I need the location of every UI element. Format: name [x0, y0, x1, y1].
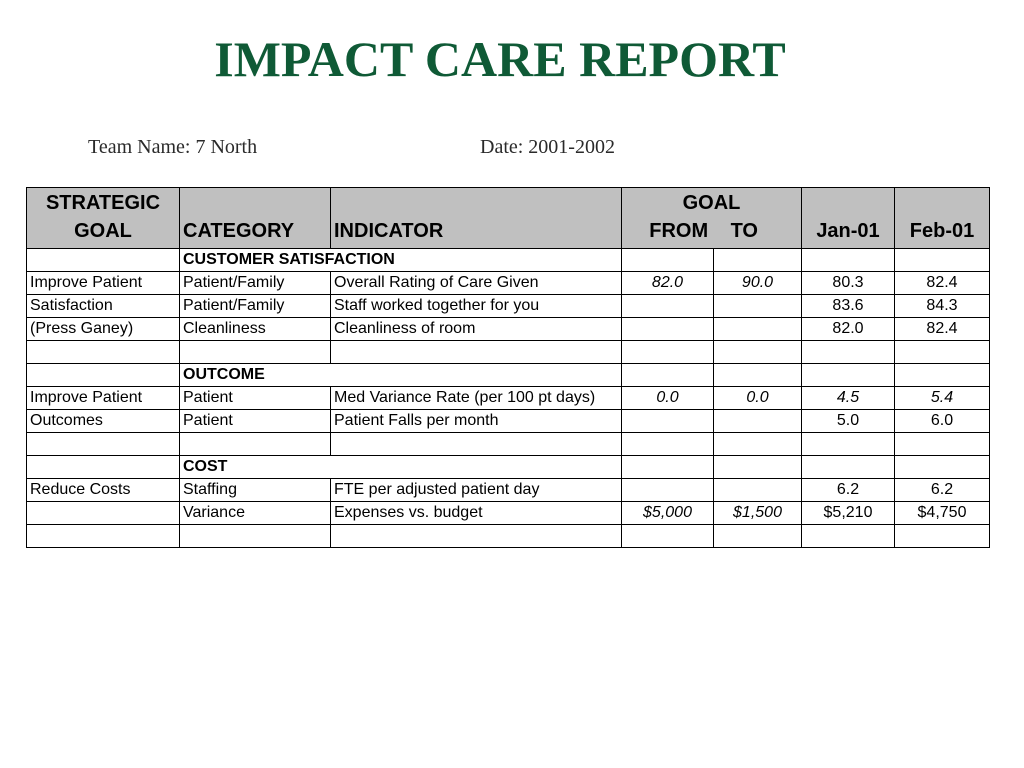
cell-category: Patient/Family	[180, 272, 331, 295]
cell-m1	[802, 525, 895, 548]
cell-indicator: Cleanliness of room	[331, 318, 622, 341]
cell-category	[180, 341, 331, 364]
cell-m2: 82.4	[895, 318, 990, 341]
cell-m2: 82.4	[895, 272, 990, 295]
cell-from	[622, 433, 714, 456]
cell-goal: Improve Patient	[27, 387, 180, 410]
table-row	[27, 249, 990, 272]
cell-to	[714, 295, 802, 318]
cell-m2: 5.4	[895, 387, 990, 410]
table-row	[27, 272, 990, 295]
impact-care-report-table	[26, 187, 990, 548]
cell-m1: 83.6	[802, 295, 895, 318]
cell-to	[714, 410, 802, 433]
cell-category: Patient/Family	[180, 295, 331, 318]
cell-to: 0.0	[714, 387, 802, 410]
cell-m1: 80.3	[802, 272, 895, 295]
cell-from	[622, 318, 714, 341]
table-row	[27, 318, 990, 341]
cell-to	[714, 249, 802, 272]
header-row	[27, 188, 990, 249]
cell-to	[714, 433, 802, 456]
cell-to: $1,500	[714, 502, 802, 525]
cell-goal	[27, 433, 180, 456]
cell-to	[714, 456, 802, 479]
cell-from	[622, 249, 714, 272]
page-title: IMPACT CARE REPORT	[214, 31, 786, 87]
header-month-1: Jan-01	[802, 188, 895, 249]
table-row	[27, 364, 990, 387]
cell-category: Variance	[180, 502, 331, 525]
cell-m2	[895, 249, 990, 272]
cell-goal: Reduce Costs	[27, 479, 180, 502]
cell-indicator	[331, 433, 622, 456]
cell-from: 0.0	[622, 387, 714, 410]
table-row	[27, 525, 990, 548]
cell-m1	[802, 456, 895, 479]
cell-m2: 84.3	[895, 295, 990, 318]
cell-category: Staffing	[180, 479, 331, 502]
cell-from	[622, 364, 714, 387]
cell-from: $5,000	[622, 502, 714, 525]
table-row	[27, 387, 990, 410]
cell-from	[622, 295, 714, 318]
header-strategic-line1: STRATEGIC	[45, 192, 161, 214]
cell-indicator: Expenses vs. budget	[331, 502, 622, 525]
cell-m1	[802, 249, 895, 272]
cell-m2	[895, 364, 990, 387]
cell-goal	[27, 502, 180, 525]
table-row	[27, 456, 990, 479]
cell-m2	[895, 525, 990, 548]
header-month-2: Feb-01	[895, 188, 990, 249]
cell-category: CUSTOMER SATISFACTION	[180, 249, 331, 272]
cell-goal: (Press Ganey)	[27, 318, 180, 341]
cell-to	[714, 479, 802, 502]
cell-goal	[27, 341, 180, 364]
header-goal-to: TO	[730, 220, 758, 242]
header-goal-label: GOAL	[682, 192, 741, 214]
cell-m2: $4,750	[895, 502, 990, 525]
cell-m1	[802, 341, 895, 364]
cell-indicator	[331, 525, 622, 548]
header-strategic-goal	[27, 188, 180, 249]
cell-m2: 6.0	[895, 410, 990, 433]
cell-goal: Satisfaction	[27, 295, 180, 318]
cell-from	[622, 410, 714, 433]
cell-from	[622, 456, 714, 479]
table-row	[27, 502, 990, 525]
cell-category: COST	[180, 456, 331, 479]
cell-m1	[802, 364, 895, 387]
header-goal	[622, 188, 802, 249]
cell-to: 90.0	[714, 272, 802, 295]
cell-m2	[895, 433, 990, 456]
cell-goal: Outcomes	[27, 410, 180, 433]
table-row	[27, 295, 990, 318]
cell-goal: Improve Patient	[27, 272, 180, 295]
cell-goal	[27, 364, 180, 387]
cell-m2	[895, 456, 990, 479]
cell-from	[622, 479, 714, 502]
header-goal-from: FROM	[649, 220, 709, 242]
cell-from	[622, 341, 714, 364]
table-row	[27, 410, 990, 433]
table-row	[27, 433, 990, 456]
cell-to	[714, 364, 802, 387]
cell-category	[180, 433, 331, 456]
cell-m1: 82.0	[802, 318, 895, 341]
cell-indicator: Overall Rating of Care Given	[331, 272, 622, 295]
cell-indicator: Med Variance Rate (per 100 pt days)	[331, 387, 622, 410]
cell-to	[714, 525, 802, 548]
cell-indicator: Patient Falls per month	[331, 410, 622, 433]
cell-from	[622, 525, 714, 548]
cell-category: Patient	[180, 410, 331, 433]
cell-m1: 6.2	[802, 479, 895, 502]
header-category: CATEGORY	[180, 188, 331, 249]
cell-category	[180, 525, 331, 548]
cell-m2	[895, 341, 990, 364]
cell-from: 82.0	[622, 272, 714, 295]
cell-m1: $5,210	[802, 502, 895, 525]
header-indicator: INDICATOR	[331, 188, 622, 249]
cell-to	[714, 341, 802, 364]
cell-to	[714, 318, 802, 341]
cell-indicator	[331, 341, 622, 364]
cell-indicator: FTE per adjusted patient day	[331, 479, 622, 502]
cell-m2: 6.2	[895, 479, 990, 502]
cell-goal	[27, 456, 180, 479]
cell-category: OUTCOME	[180, 364, 331, 387]
report-body	[27, 249, 990, 548]
date-label: Date: 2001-2002	[480, 136, 615, 158]
table-row	[27, 479, 990, 502]
cell-indicator	[331, 364, 622, 387]
table-row	[27, 341, 990, 364]
cell-indicator	[331, 456, 622, 479]
cell-goal	[27, 249, 180, 272]
header-strategic-line2: GOAL	[74, 220, 132, 242]
cell-indicator: Staff worked together for you	[331, 295, 622, 318]
team-name-label: Team Name: 7 North	[88, 136, 258, 158]
cell-m1: 4.5	[802, 387, 895, 410]
cell-category: Cleanliness	[180, 318, 331, 341]
cell-category: Patient	[180, 387, 331, 410]
cell-m1: 5.0	[802, 410, 895, 433]
cell-goal	[27, 525, 180, 548]
cell-m1	[802, 433, 895, 456]
